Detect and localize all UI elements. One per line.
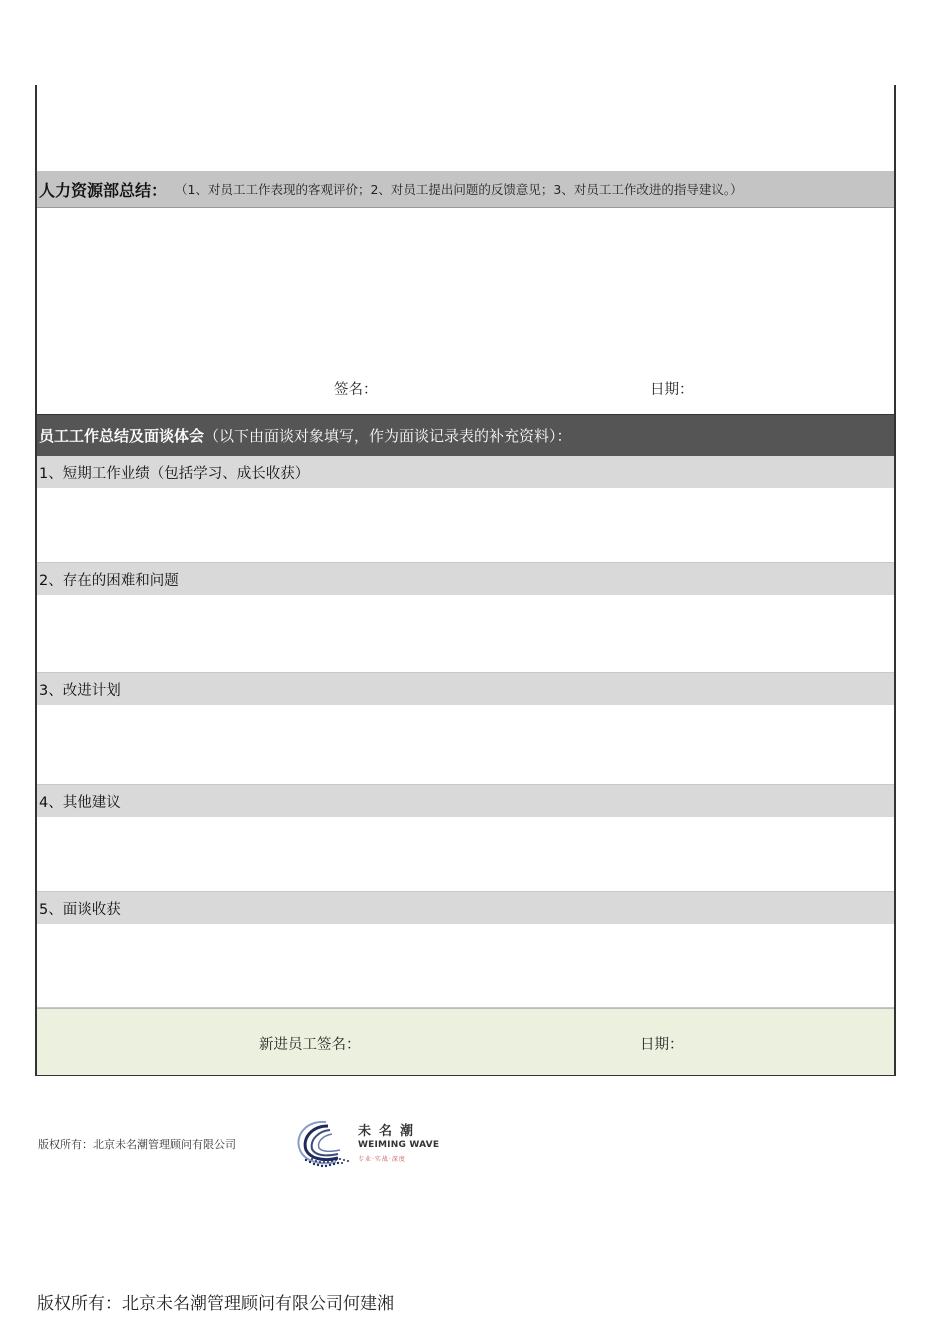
item-field-interview-gains[interactable]	[37, 924, 894, 1008]
copyright-notice-large: 版权所有：北京未名潮管理顾问有限公司何建湘	[37, 1294, 394, 1314]
hr-date-label: 日期：	[650, 382, 694, 398]
employee-section-hint: （以下由面谈对象填写，作为面谈记录表的补充资料）：	[204, 427, 572, 445]
wave-swirl-icon	[292, 1116, 354, 1170]
hr-summary-header	[37, 171, 894, 208]
item-field-improvement-plan[interactable]	[37, 705, 894, 785]
interview-form	[35, 85, 896, 1076]
copyright-notice-small: 版权所有：北京未名潮管理顾问有限公司	[38, 1138, 236, 1151]
new-employee-signature-label: 新进员工签名：	[259, 1037, 361, 1053]
logo-chinese-name: 未名潮	[358, 1124, 422, 1139]
employee-signature-row[interactable]	[37, 1008, 894, 1075]
logo-tagline: 专业·实战·深度	[358, 1156, 406, 1163]
item-header-performance: 1、短期工作业绩（包括学习、成长收获）	[37, 456, 894, 488]
hr-summary-hint: （1、对员工工作表现的客观评价；2、对员工提出问题的反馈意见；3、对员工工作改进的指导建议。）	[175, 182, 743, 197]
item-header-difficulties: 2、存在的困难和问题	[37, 563, 894, 595]
employee-section-title: 员工工作总结及面谈体会	[39, 427, 205, 445]
item-header-interview-gains: 5、面谈收获	[37, 892, 894, 924]
hr-summary-title: 人力资源部总结：	[39, 180, 168, 200]
item-field-performance[interactable]	[37, 488, 894, 563]
item-field-other-suggestions[interactable]	[37, 817, 894, 892]
item-header-improvement-plan: 3、改进计划	[37, 673, 894, 705]
employee-section-header	[37, 414, 894, 457]
previous-section-blank[interactable]	[37, 85, 894, 171]
item-field-difficulties[interactable]	[37, 595, 894, 673]
hr-summary-field[interactable]	[37, 208, 894, 413]
item-header-other-suggestions: 4、其他建议	[37, 785, 894, 817]
employee-date-label: 日期：	[640, 1037, 684, 1053]
company-logo	[292, 1116, 442, 1170]
logo-english-name: WEIMING WAVE	[358, 1140, 440, 1150]
hr-signature-label: 签名：	[334, 382, 378, 398]
